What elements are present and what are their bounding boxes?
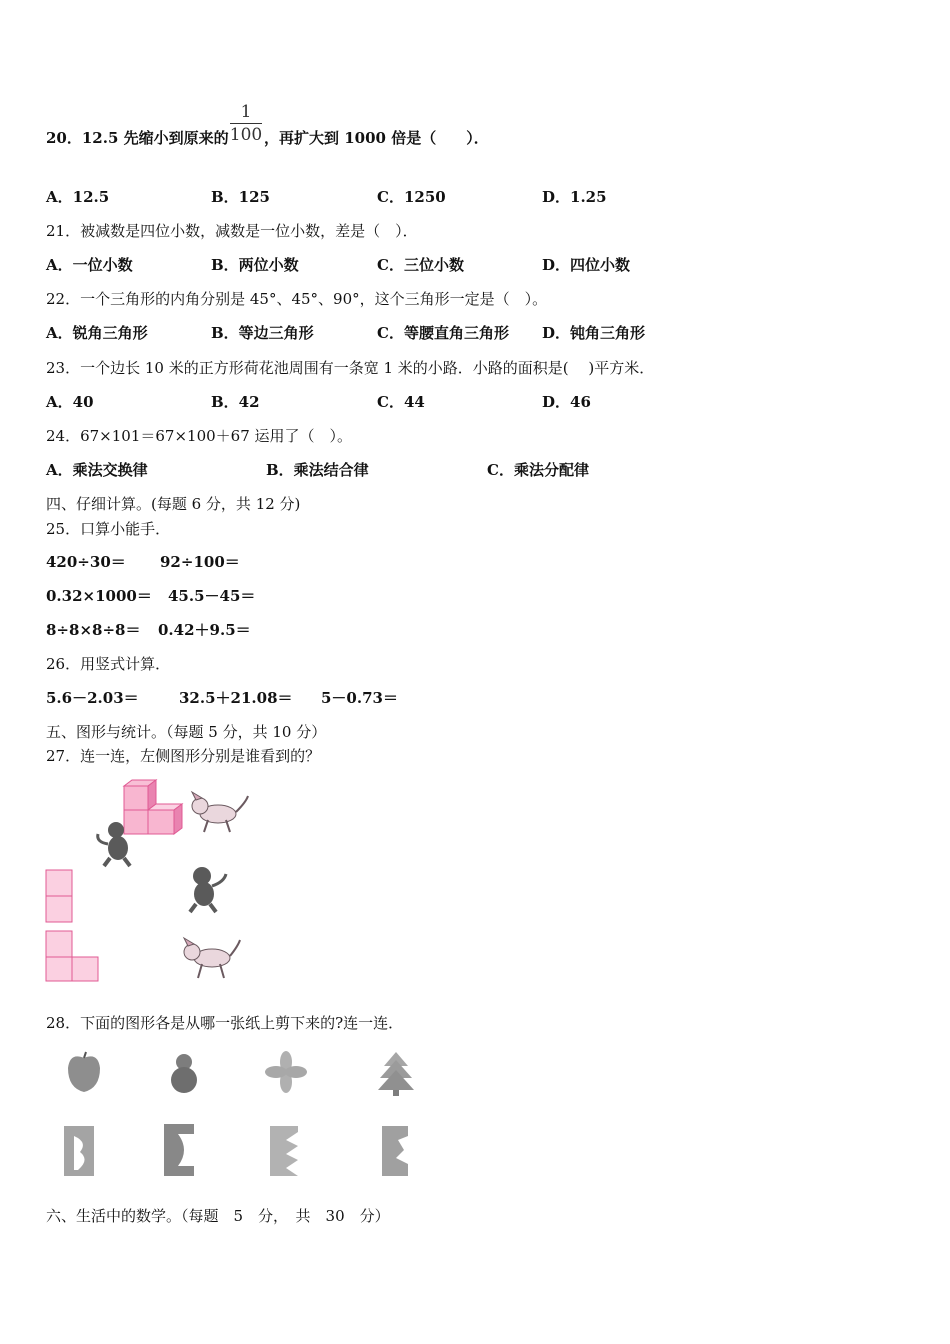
q20-option-c[interactable]: C．1250 [377,188,446,206]
q20-frac-numerator: 1 [240,102,252,122]
section6-heading: 六、生活中的数学。（每题 5 分， 共 30 分） [46,1207,390,1225]
q20-frac-denominator: 100 [229,125,263,145]
monkey-icon [190,867,226,912]
view-shapes [44,868,104,984]
q21-option-a[interactable]: A．一位小数 [46,256,133,274]
q28-text: 28．下面的图形各是从哪一张纸上剪下来的?连一连． [46,1014,404,1032]
q22-option-b[interactable]: B．等边三角形 [211,324,314,342]
q22-option-c[interactable]: C．等腰直角三角形 [377,324,509,342]
q23-option-a[interactable]: A．40 [46,393,94,411]
cube-figure [90,774,260,870]
cubes-icon [124,780,182,834]
paper-4-icon [382,1126,408,1176]
paper-3-icon [270,1126,298,1176]
section5-heading: 五、图形与统计。（每题 5 分，共 10 分） [46,723,327,741]
q21-option-c[interactable]: C．三位小数 [377,256,464,274]
tree-icon [378,1052,414,1096]
q24-option-a[interactable]: A．乘法交换律 [46,461,148,479]
paper-1-icon [64,1126,94,1176]
q22-option-d[interactable]: D．钝角三角形 [542,324,646,342]
q20-option-a[interactable]: A．12.5 [46,188,110,206]
q25-item: 420÷30＝ [46,553,126,571]
q25-item: 45.5－45＝ [168,587,256,605]
q25-item: 92÷100＝ [160,553,240,571]
q25-item: 0.42＋9.5＝ [158,621,251,639]
q24-option-c[interactable]: C．乘法分配律 [487,461,589,479]
q23-option-c[interactable]: C．44 [377,393,425,411]
q27-text: 27．连一连，左侧图形分别是谁看到的？ [46,747,321,765]
q21-option-b[interactable]: B．两位小数 [211,256,299,274]
q26-item: 32.5＋21.08＝ [179,689,293,707]
q20-prefix: 20．12.5 先缩小到原来的 [46,129,229,147]
q24-option-b[interactable]: B．乘法结合律 [266,461,369,479]
view-a-icon [46,870,72,922]
q20-option-b[interactable]: B．125 [211,188,270,206]
fraction-bar [230,123,262,124]
q20-option-d[interactable]: D．1.25 [542,188,607,206]
q22-text: 22．一个三角形的内角分别是 45°、45°、90°，这个三角形一定是（ ）。 [46,290,548,308]
q20-fraction [228,102,264,145]
q25-item: 0.32×1000＝ [46,587,152,605]
q26-text: 26．用竖式计算． [46,655,171,673]
paper-2-icon [164,1124,194,1176]
q20-suffix: ，再扩大到 1000 倍是（ ）． [264,129,489,147]
view-b-icon [46,931,98,981]
q26-item: 5－0.73＝ [321,689,398,707]
dog-icon [192,792,248,832]
section4-heading: 四、仔细计算。(每题 6 分，共 12 分) [46,495,301,513]
apple-icon [68,1052,100,1092]
dog-icon [184,938,240,978]
q26-item: 5.6－2.03＝ [46,689,139,707]
q23-option-b[interactable]: B．42 [211,393,260,411]
q22-option-a[interactable]: A．锐角三角形 [46,324,148,342]
q21-option-d[interactable]: D．四位小数 [542,256,631,274]
q23-text: 23．一个边长 10 米的正方形荷花池周围有一条宽 1 米的小路．小路的面积是( )平方米． [46,359,655,377]
q25-item: 8÷8×8÷8＝ [46,621,141,639]
paper-cuts [56,1048,426,1184]
q25-text: 25．口算小能手． [46,520,171,538]
q21-text: 21．被减数是四位小数，减数是一位小数，差是（ ）． [46,222,418,240]
q24-text: 24．67×101＝67×100＋67 运用了（ ）。 [46,427,353,445]
observers [176,864,250,984]
gourd-icon [171,1054,197,1093]
q23-option-d[interactable]: D．46 [542,393,591,411]
flower-icon [265,1051,307,1093]
